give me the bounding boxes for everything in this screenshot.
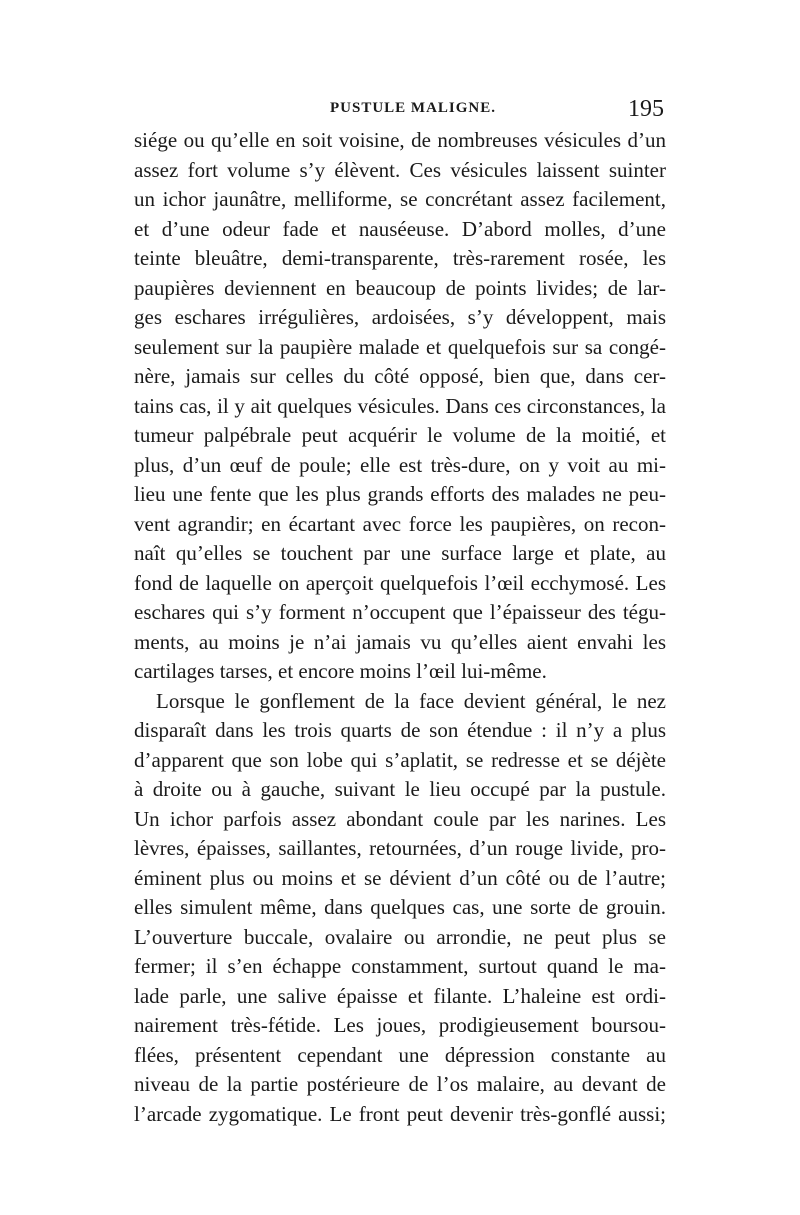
paragraph-end-line: cartilages tarses, et encore moins l’œil lui-même. [134, 659, 547, 683]
text-line: l’arcade zygomatique. Le front peut devenir très-gonflé aussi; [134, 1101, 666, 1126]
text-line: tains cas, il y ait quelques vésicules. Dans ces circonstances, la [134, 393, 666, 418]
text-line: lieu une fente que les plus grands efforts des malades ne peu- [134, 482, 666, 506]
text-line: assez fort volume s’y élèvent. Ces vésicules laissent suinter [134, 157, 666, 182]
text-line: paupières deviennent en beaucoup de points livides; de lar- [134, 275, 666, 300]
text-line: vent agrandir; en écartant avec force les paupières, on recon- [134, 511, 666, 536]
text-line: un ichor jaunâtre, melliforme, se concrétant assez facilement, [134, 187, 666, 211]
text-line: ments, au moins je n’ai jamais vu qu’elles aient envahi les [134, 629, 666, 654]
text-line: nère, jamais sur celles du côté opposé, bien que, dans cer- [134, 364, 666, 388]
text-line: flées, présentent cependant une dépression constante au [134, 1042, 666, 1067]
text-line: ges eschares irrégulières, ardoisées, s’y développent, mais [134, 305, 666, 329]
text-line: plus, d’un œuf de poule; elle est très-dure, on y voit au mi- [134, 452, 666, 477]
paragraph-first-line: Lorsque le gonflement de la face devient général, le nez [156, 688, 666, 713]
text-line: naît qu’elles se touchent par une surface large et plate, au [134, 541, 666, 565]
text-line: elles simulent même, dans quelques cas, une sorte de grouin. [134, 895, 666, 919]
text-line: éminent plus ou moins et se dévient d’un côté ou de l’autre; [134, 865, 666, 890]
text-line: nairement très-fétide. Les joues, prodigieusement boursou- [134, 1013, 666, 1037]
text-line: à droite ou à gauche, suivant le lieu occupé par la pustule. [134, 777, 666, 801]
text-line: siége ou qu’elle en soit voisine, de nombreuses vésicules d’un [134, 128, 666, 152]
text-line: fermer; il s’en échappe constamment, surtout quand le ma- [134, 954, 666, 978]
text-line: et d’une odeur fade et nauséeuse. D’abord molles, d’une [134, 216, 666, 241]
text-line: disparaît dans les trois quarts de son étendue : il n’y a plus [134, 718, 666, 742]
text-line: lèvres, épaisses, saillantes, retournées, d’un rouge livide, pro- [134, 836, 666, 860]
text-line: teinte bleuâtre, demi-transparente, très-rarement rosée, les [134, 246, 666, 270]
text-line: Un ichor parfois assez abondant coule par les narines. Les [134, 806, 666, 831]
text-line: seulement sur la paupière malade et quelquefois sur sa congé- [134, 334, 666, 359]
running-title: PUSTULE MALIGNE. [330, 100, 497, 116]
running-head [134, 96, 664, 128]
text-line: fond de laquelle on aperçoit quelquefois l’œil ecchymosé. Les [134, 570, 666, 595]
text-line: tumeur palpébrale peut acquérir le volume de la moitié, et [134, 423, 666, 447]
text-line: lade parle, une salive épaisse et filante. L’haleine est ordi- [134, 983, 666, 1008]
body-text [134, 126, 666, 1129]
text-line: d’apparent que son lobe qui s’aplatit, se redresse et se déjète [134, 747, 666, 772]
page-number: 195 [628, 96, 664, 122]
text-line: niveau de la partie postérieure de l’os malaire, au devant de [134, 1072, 666, 1096]
text-line: L’ouverture buccale, ovalaire ou arrondie, ne peut plus se [134, 924, 666, 949]
text-line: eschares qui s’y forment n’occupent que l’épaisseur des tégu- [134, 600, 666, 624]
